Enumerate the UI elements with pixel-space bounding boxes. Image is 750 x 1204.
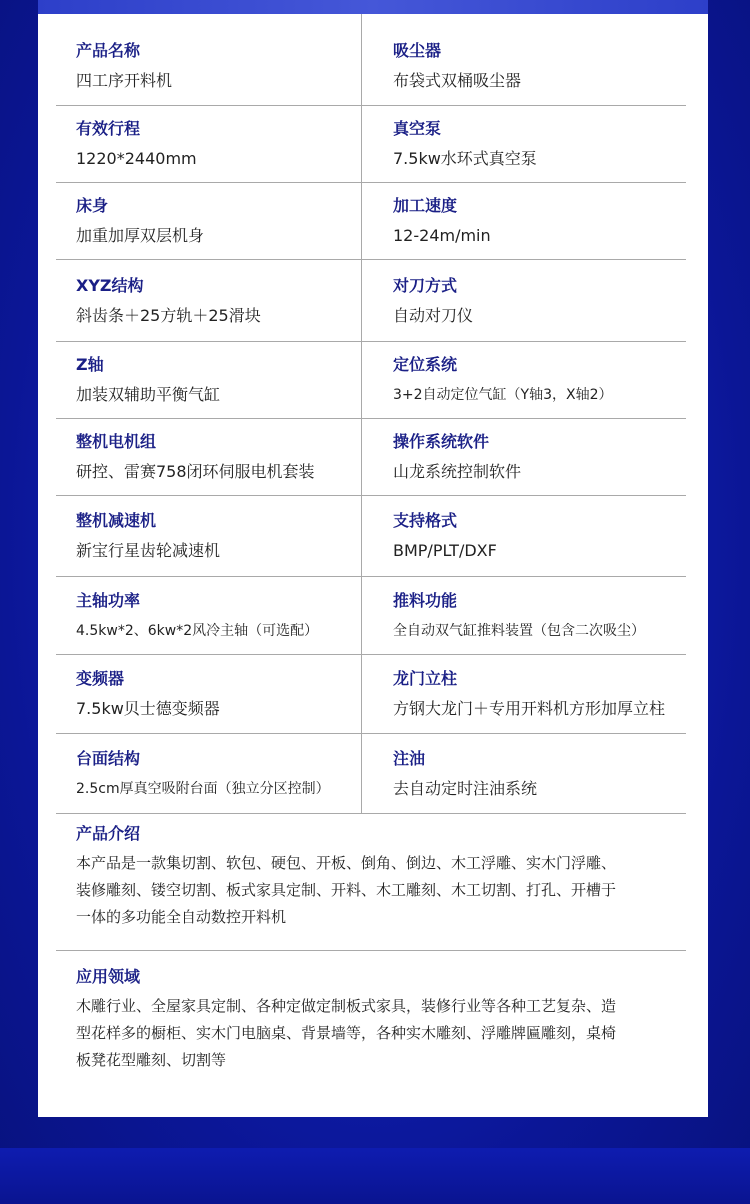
spec-cell-right: [362, 14, 686, 105]
spec-value: 12-24m/min: [393, 226, 491, 245]
spec-cell-right: [362, 260, 686, 341]
spec-label: 主轴功率: [76, 590, 141, 610]
spec-cell-right: [362, 577, 686, 654]
spec-value: 布袋式双桶吸尘器: [393, 70, 522, 90]
spec-row: [56, 183, 686, 260]
spec-cell-right: [362, 734, 686, 813]
section-divider: [56, 950, 686, 951]
spec-cell-left: [56, 342, 362, 418]
spec-cell-left: [56, 106, 362, 182]
applications-line: 木雕行业、全屋家具定制、各种定做定制板式家具，装修行业等各种工艺复杂、造: [76, 997, 617, 1015]
spec-row: [56, 106, 686, 183]
applications-line: 板凳花型雕刻、切割等: [76, 1051, 227, 1069]
spec-row: [56, 655, 686, 734]
intro-label: 产品介绍: [76, 824, 141, 843]
intro-line: 一体的多功能全自动数控开料机: [76, 908, 287, 926]
spec-value: BMP/PLT/DXF: [393, 541, 497, 560]
spec-value: 7.5kw贝士德变频器: [76, 699, 220, 718]
spec-cell-left: [56, 183, 362, 259]
spec-cell-right: [362, 496, 686, 576]
spec-row: [56, 496, 686, 577]
spec-value: 加装双辅助平衡气缸: [76, 385, 221, 404]
spec-label: 注油: [393, 748, 426, 768]
spec-row: [56, 419, 686, 496]
spec-value: 去自动定时注油系统: [393, 778, 538, 798]
intro-text: [76, 850, 676, 931]
spec-value: 加重加厚双层机身: [76, 226, 205, 245]
spec-cell-left: [56, 419, 362, 495]
spec-cell-left: [56, 260, 362, 341]
spec-label: Z轴: [76, 355, 104, 374]
spec-cell-left: [56, 734, 362, 813]
spec-row: [56, 734, 686, 814]
spec-value: 新宝行星齿轮减速机: [76, 541, 221, 560]
spec-value: 7.5kw水环式真空泵: [393, 149, 537, 168]
spec-card: [38, 14, 708, 1117]
spec-label: 整机减速机: [76, 511, 157, 530]
bottom-band: [0, 1148, 750, 1204]
spec-label: 真空泵: [393, 119, 442, 138]
spec-label: 龙门立柱: [393, 669, 458, 688]
spec-label: 床身: [76, 196, 109, 215]
spec-label: 变频器: [76, 669, 125, 688]
spec-label: 台面结构: [76, 748, 141, 768]
spec-value: 山龙系统控制软件: [393, 462, 522, 481]
spec-cell-right: [362, 655, 686, 733]
spec-cell-left: [56, 577, 362, 654]
spec-label: 推料功能: [393, 590, 458, 610]
intro-section: [56, 824, 686, 931]
applications-text: [76, 993, 676, 1074]
spec-cell-right: [362, 342, 686, 418]
spec-value: 全自动双气缸推料装置（包含二次吸尘）: [393, 622, 645, 639]
spec-label: 定位系统: [393, 355, 458, 374]
spec-value: 4.5kw*2、6kw*2风冷主轴（可选配）: [76, 622, 319, 639]
spec-cell-right: [362, 183, 686, 259]
spec-row: [56, 342, 686, 419]
spec-row: [56, 14, 686, 106]
spec-row: [56, 577, 686, 655]
spec-value: 研控、雷赛758闭环伺服电机套装: [76, 462, 315, 481]
spec-cell-right: [362, 106, 686, 182]
intro-line: 本产品是一款集切割、软包、硬包、开板、倒角、倒边、木工浮雕、实木门浮雕、: [76, 854, 617, 872]
spec-label: 吸尘器: [393, 40, 442, 60]
applications-line: 型花样多的橱柜、实木门电脑桌、背景墙等，各种实木雕刻、浮雕牌匾雕刻，桌椅: [76, 1024, 617, 1042]
spec-label: 产品名称: [76, 40, 141, 60]
spec-value: 方钢大龙门＋专用开料机方形加厚立柱: [393, 699, 666, 718]
spec-label: XYZ结构: [76, 275, 144, 295]
spec-cell-left: [56, 14, 362, 105]
intro-line: 装修雕刻、镂空切割、板式家具定制、开料、木工雕刻、木工切割、打孔、开槽于: [76, 881, 617, 899]
spec-label: 操作系统软件: [393, 432, 490, 451]
applications-label: 应用领域: [76, 967, 141, 986]
spec-cell-right: [362, 419, 686, 495]
spec-value: 1220*2440mm: [76, 149, 197, 168]
spec-value: 2.5cm厚真空吸附台面（独立分区控制）: [76, 780, 330, 797]
spec-value: 四工序开料机: [76, 70, 173, 90]
spec-value: 3+2自动定位气缸（Y轴3，X轴2）: [393, 387, 613, 403]
spec-label: 支持格式: [393, 511, 458, 530]
spec-label: 对刀方式: [393, 275, 458, 295]
spec-value: 斜齿条＋25方轨＋25滑块: [76, 305, 261, 325]
spec-cell-left: [56, 496, 362, 576]
spec-row: [56, 260, 686, 342]
spec-cell-left: [56, 655, 362, 733]
spec-table: [56, 14, 686, 814]
spec-label: 加工速度: [393, 196, 458, 215]
spec-label: 整机电机组: [76, 432, 157, 451]
spec-value: 自动对刀仪: [393, 305, 474, 325]
spec-label: 有效行程: [76, 119, 141, 138]
top-header-strip: [38, 0, 708, 14]
applications-section: [56, 967, 686, 1074]
